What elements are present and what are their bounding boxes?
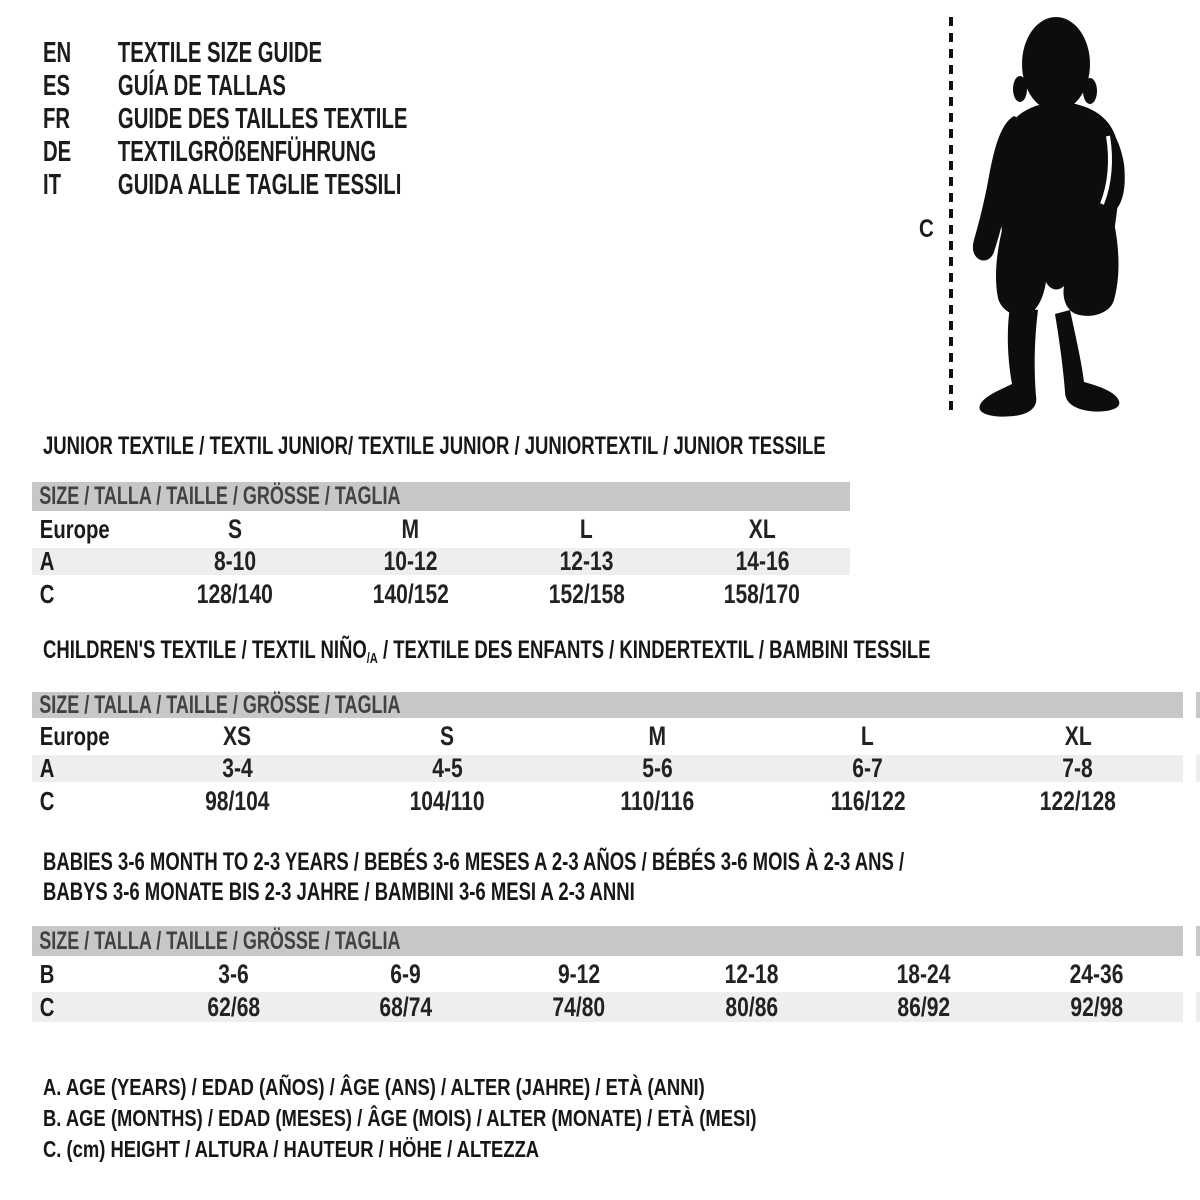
size-cell <box>838 992 1011 1023</box>
size-cell <box>674 546 850 577</box>
row-label-text: C <box>39 991 55 1022</box>
cell-value: 98/104 <box>204 785 270 816</box>
size-cell <box>499 579 675 610</box>
row-label-text: Europe <box>39 721 110 751</box>
size-cell <box>147 959 320 990</box>
size-header-label: SIZE / TALLA / TAILLE / GRÖSSE / TAGLIA <box>39 482 401 510</box>
size-cell <box>674 579 850 610</box>
size-cell <box>323 546 499 577</box>
language-row <box>43 169 401 202</box>
language-row <box>43 37 322 70</box>
language-row <box>43 103 407 136</box>
size-table-junior <box>32 482 850 613</box>
language-code: IT <box>43 169 62 201</box>
row-label-text: C <box>39 785 55 816</box>
cell-value: 122/128 <box>1039 785 1116 816</box>
language-title: TEXTILGRÖßENFÜHRUNG <box>117 136 377 168</box>
size-table-children <box>32 692 1183 820</box>
heading-text: JUNIOR TEXTILE / TEXTIL JUNIOR/ TEXTILE JUNIOR / JUNIORTEXTIL / JUNIOR TESSILE <box>43 432 826 460</box>
cell-value: M <box>401 514 420 544</box>
cell-value: M <box>648 721 667 751</box>
size-cell <box>973 753 1183 784</box>
size-cell <box>763 721 973 752</box>
size-cell <box>492 992 665 1023</box>
size-cell <box>342 786 552 817</box>
cell-value: 12-13 <box>559 546 614 576</box>
size-cell <box>499 546 675 577</box>
row-label <box>32 546 147 577</box>
row-label <box>32 786 132 817</box>
size-cell <box>323 579 499 610</box>
table-edge-fragment <box>1196 755 1200 782</box>
heading-text: BABIES 3-6 MONTH TO 2-3 YEARS / BEBÉS 3-6 MESES A 2-3 AÑOS / BÉBÉS 3-6 MOIS À 2-3 ANS / <box>43 848 905 876</box>
table-row-europe <box>32 511 850 548</box>
cell-value: 7-8 <box>1062 753 1094 783</box>
table-edge-fragment <box>1196 926 1200 956</box>
footnote-b: B. AGE (MONTHS) / EDAD (MESES) / ÂGE (MOIS) / ALTER (MONATE) / ETÀ (MESI) <box>43 1105 757 1131</box>
language-title: GUIDA ALLE TAGLIE TESSILI <box>117 169 402 201</box>
table-row-europe <box>32 718 1183 755</box>
row-label-text: A <box>39 546 55 576</box>
table-row-c <box>32 992 1183 1022</box>
language-code: FR <box>43 103 71 135</box>
cell-value: 4-5 <box>432 753 463 783</box>
cell-value: 110/116 <box>620 785 695 816</box>
cell-value: 104/110 <box>409 785 485 816</box>
height-dashed-line <box>946 14 956 420</box>
table-row-c <box>32 782 1183 820</box>
cell-value: 3-4 <box>221 753 253 783</box>
size-header-bar <box>32 692 1183 718</box>
table-row-a <box>32 548 850 575</box>
cell-value: 140/152 <box>372 578 449 609</box>
size-cell <box>552 753 762 784</box>
size-header-label: SIZE / TALLA / TAILLE / GRÖSSE / TAGLIA <box>39 690 401 719</box>
row-label <box>32 959 147 990</box>
footnote-a: A. AGE (YEARS) / EDAD (AÑOS) / ÂGE (ANS) / ALTER (JAHRE) / ETÀ (ANNI) <box>43 1074 705 1100</box>
cell-value: 8-10 <box>213 546 256 576</box>
section-heading-babies <box>43 848 904 877</box>
row-label <box>32 992 147 1023</box>
cell-value: 24-36 <box>1069 958 1124 989</box>
row-label <box>32 721 132 752</box>
size-cell <box>1010 959 1183 990</box>
table-edge-fragment <box>1196 992 1200 1022</box>
cell-value: 128/140 <box>196 578 273 609</box>
cell-value: 3-6 <box>218 958 249 989</box>
size-cell <box>552 786 762 817</box>
cell-value: 9-12 <box>557 958 600 989</box>
cell-value: 86/92 <box>897 991 951 1022</box>
size-header-bar <box>32 482 850 511</box>
cell-value: 152/158 <box>548 578 625 609</box>
row-label <box>32 753 132 784</box>
size-table-babies <box>32 926 1183 1022</box>
size-cell <box>665 992 838 1023</box>
cell-value: 80/86 <box>724 991 778 1022</box>
toddler-silhouette-icon <box>958 14 1144 420</box>
section-heading-babies <box>43 878 635 907</box>
cell-value: S <box>440 721 455 751</box>
language-row <box>43 136 376 169</box>
cell-value: 6-9 <box>390 958 422 989</box>
table-row-c <box>32 575 850 613</box>
heading-text: CHILDREN'S TEXTILE / TEXTIL NIÑO <box>43 636 367 664</box>
size-cell <box>147 579 323 610</box>
row-label-text: A <box>39 753 55 783</box>
row-label-text: C <box>39 578 55 609</box>
language-row <box>43 70 286 103</box>
size-cell <box>132 753 342 784</box>
row-label-text: B <box>39 958 55 989</box>
cell-value: XL <box>748 514 776 544</box>
heading-text: / TEXTILE DES ENFANTS / KINDERTEXTIL / BAMBINI TESSILE <box>377 636 931 664</box>
table-edge-fragment <box>1196 692 1200 718</box>
language-code: EN <box>43 37 72 69</box>
cell-value: L <box>579 514 593 544</box>
size-cell <box>665 959 838 990</box>
row-label-text: Europe <box>39 514 110 544</box>
cell-value: 10-12 <box>383 546 438 576</box>
size-cell <box>838 959 1011 990</box>
heading-subscript: /A <box>366 650 378 667</box>
cell-value: 92/98 <box>1070 991 1124 1022</box>
size-cell <box>342 753 552 784</box>
heading-text: BABYS 3-6 MONATE BIS 2-3 JAHRE / BAMBINI 3-6 MESI A 2-3 ANNI <box>43 878 635 906</box>
cell-value: 62/68 <box>206 991 260 1022</box>
cell-value: 14-16 <box>735 546 790 576</box>
cell-value: 74/80 <box>552 991 606 1022</box>
section-heading-junior <box>43 432 826 461</box>
section-heading-children <box>43 636 930 667</box>
cell-value: 18-24 <box>897 958 951 989</box>
size-cell <box>132 786 342 817</box>
cell-value: XL <box>1064 721 1092 751</box>
cell-value: 5-6 <box>642 753 673 783</box>
size-cell <box>763 753 973 784</box>
cell-value: 116/122 <box>830 785 906 816</box>
table-row-b <box>32 956 1183 992</box>
size-cell <box>147 514 323 545</box>
size-cell <box>342 721 552 752</box>
language-code: ES <box>43 70 71 102</box>
size-cell <box>552 721 762 752</box>
row-label <box>32 514 147 545</box>
size-cell <box>973 721 1183 752</box>
language-title: GUÍA DE TALLAS <box>117 70 286 102</box>
size-cell <box>323 514 499 545</box>
height-measure-label: C <box>919 215 934 243</box>
cell-value: XS <box>223 721 252 751</box>
size-cell <box>320 959 493 990</box>
cell-value: 158/170 <box>724 578 801 609</box>
size-cell <box>132 721 342 752</box>
size-cell <box>492 959 665 990</box>
footnote-c: C. (cm) HEIGHT / ALTURA / HAUTEUR / HÖHE / ALTEZZA <box>43 1136 540 1162</box>
cell-value: 12-18 <box>724 958 779 989</box>
size-cell <box>973 786 1183 817</box>
language-title: GUIDE DES TAILLES TEXTILE <box>117 103 408 135</box>
size-cell <box>147 992 320 1023</box>
size-cell <box>763 786 973 817</box>
cell-value: S <box>227 514 242 544</box>
cell-value: L <box>861 721 875 751</box>
language-title: TEXTILE SIZE GUIDE <box>117 37 323 69</box>
size-cell <box>1010 992 1183 1023</box>
size-cell <box>147 546 323 577</box>
size-header-bar <box>32 926 1183 956</box>
cell-value: 6-7 <box>852 753 883 783</box>
cell-value: 68/74 <box>379 991 433 1022</box>
language-code: DE <box>43 136 72 168</box>
size-cell <box>674 514 850 545</box>
row-label <box>32 579 147 610</box>
size-cell <box>320 992 493 1023</box>
table-row-a <box>32 755 1183 782</box>
size-header-label: SIZE / TALLA / TAILLE / GRÖSSE / TAGLIA <box>39 926 401 955</box>
size-cell <box>499 514 675 545</box>
